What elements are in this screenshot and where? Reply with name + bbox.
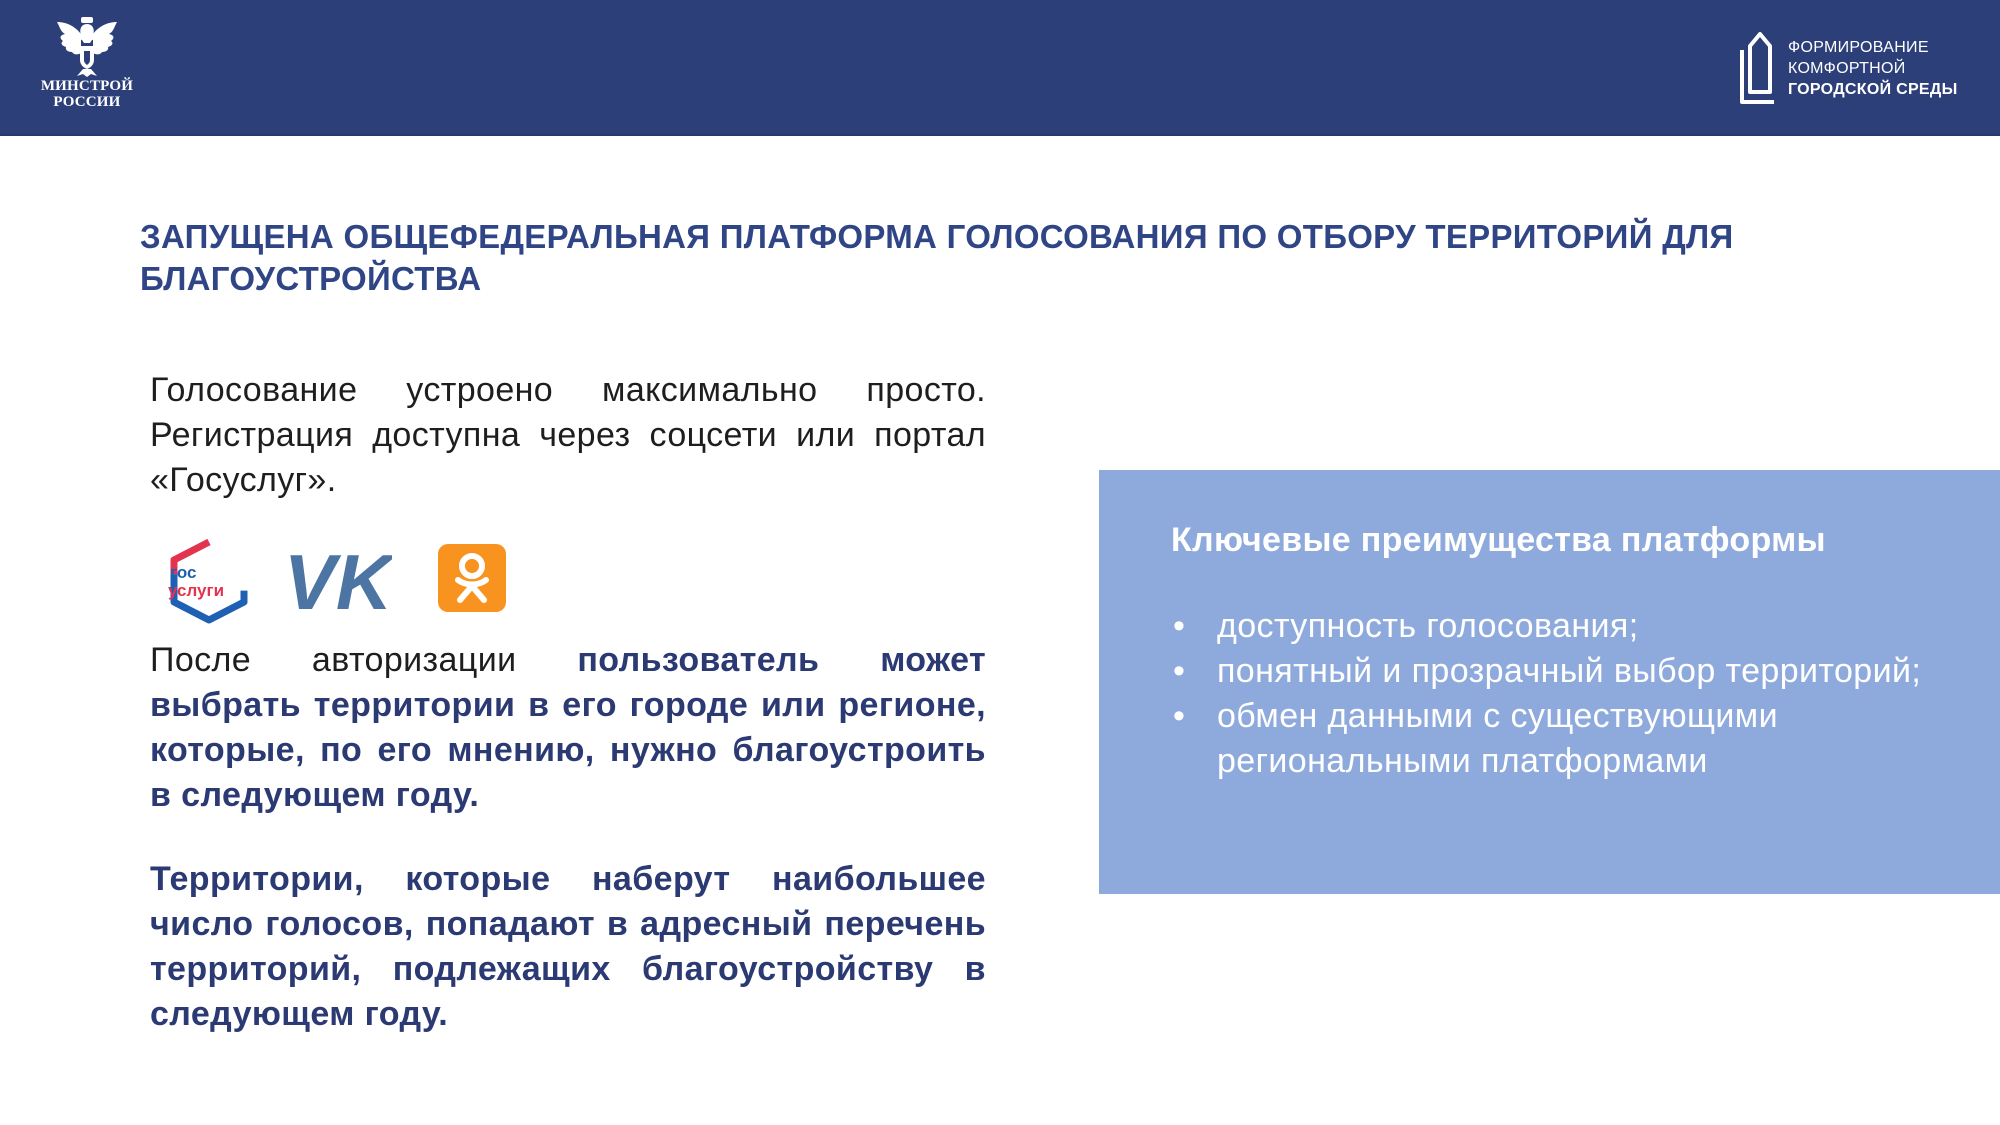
intro-paragraph: Голосование устроено максимально просто. Регистрация доступна через соцсети или портал «Госуслуг».	[150, 371, 986, 499]
advantage-text: обмен данными с существующими региональными платформами	[1217, 697, 1778, 780]
advantage-item	[1171, 694, 1971, 784]
ministry-name-line2: РОССИИ	[53, 94, 121, 110]
header-bar	[0, 0, 2000, 136]
ministry-name-line1: МИНСТРОЙ	[40, 78, 134, 94]
bullet-mark: •	[1173, 607, 1186, 645]
building-outline-icon	[1736, 30, 1776, 106]
advantages-card	[1099, 470, 2000, 894]
advantage-item	[1171, 649, 1971, 694]
advantages-list	[1171, 604, 1971, 784]
advantages-title: Ключевые преимущества платформы	[1171, 521, 1826, 559]
double-headed-eagle-icon	[54, 16, 120, 78]
program-name-line1: ФОРМИРОВАНИЕ	[1788, 38, 1929, 56]
ok-logo[interactable]	[438, 544, 506, 617]
advantage-item	[1171, 604, 1971, 649]
after-auth-plain: После авторизации	[150, 641, 578, 679]
after-auth-paragraph	[150, 638, 986, 818]
gosuslugi-text-line2: услуги	[168, 581, 225, 600]
vk-letters: VK	[284, 552, 392, 612]
gosuslugi-logo[interactable]	[166, 536, 252, 631]
gosuslugi-icon	[166, 536, 252, 626]
program-name-line3: ГОРОДСКОЙ СРЕДЫ	[1788, 80, 1958, 98]
ministry-logo	[32, 16, 142, 110]
program-logo	[1736, 28, 1958, 108]
advantage-text: понятный и прозрачный выбор территорий;	[1217, 652, 1922, 690]
ok-icon	[438, 544, 506, 612]
vk-icon	[284, 552, 392, 612]
after-auth-bold: пользователь может выбрать территории в его городе или регионе, которые, по его мнению, нужно благоустроить в следующем году.	[150, 641, 986, 814]
page-title: ЗАПУЩЕНА ОБЩЕФЕДЕРАЛЬНАЯ ПЛАТФОРМА ГОЛОСОВАНИЯ ПО ОТБОРУ ТЕРРИТОРИЙ ДЛЯ БЛАГОУСТРОЙСТВА	[140, 218, 1734, 297]
program-name-line2: КОМФОРТНОЙ	[1788, 59, 1906, 77]
conclusion-paragraph: Территории, которые наберут наибольшее число голосов, попадают в адресный перечень территорий, подлежащих благоустройству в следующем году.	[150, 860, 986, 1033]
vk-logo[interactable]	[284, 552, 392, 617]
bullet-mark: •	[1173, 697, 1186, 735]
gosuslugi-text-line1: гос	[170, 563, 197, 582]
advantage-text: доступность голосования;	[1217, 607, 1639, 645]
bullet-mark: •	[1173, 652, 1186, 690]
